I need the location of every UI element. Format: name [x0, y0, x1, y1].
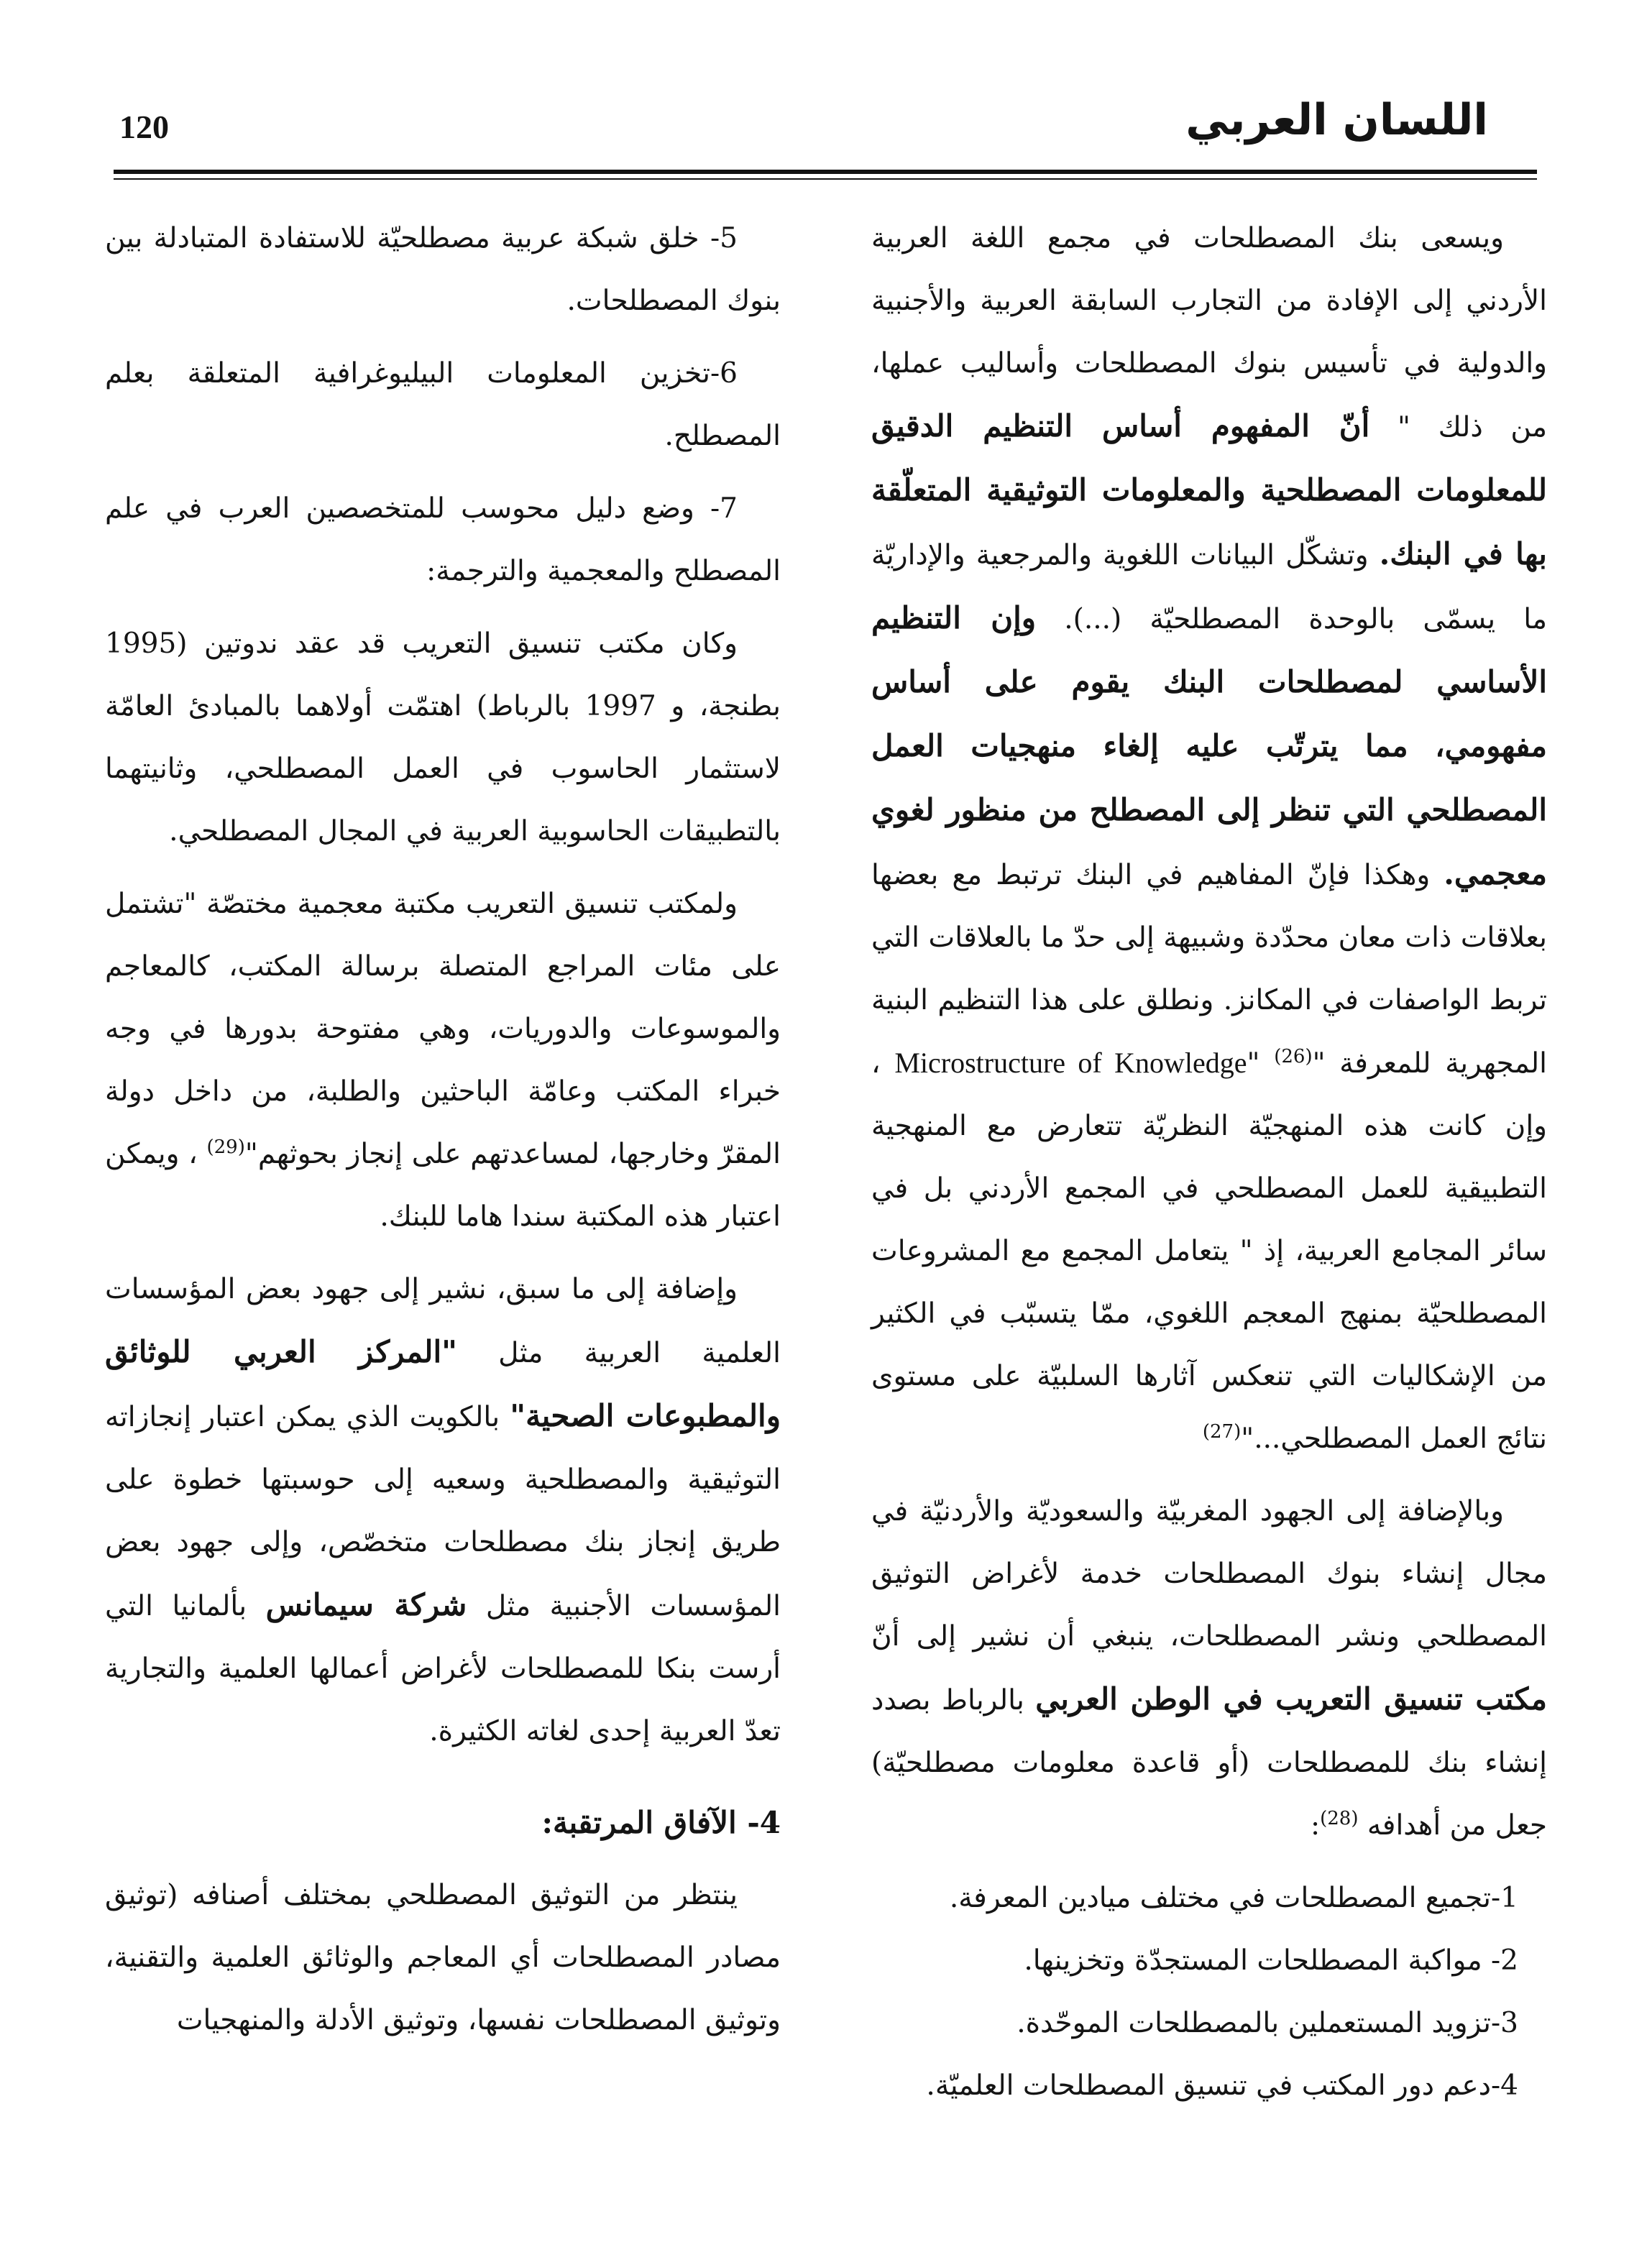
- text-run: ، ويمكن اعتبار هذه المكتبة سندا هاما للبنك.: [105, 1138, 781, 1233]
- latin-term: Microstructure of Knowledge: [894, 1047, 1247, 1079]
- paragraph: [105, 873, 781, 1248]
- list-item: 2- مواكبة المصطلحات المستجدّة وتخزينها.: [1024, 1944, 1518, 1977]
- paragraph: وكان مكتب تنسيق التعريب قد عقد ندوتين (1995 بطنجة، و 1997 بالرباط) اهتمّت أولاهما بالمبادئ العامّة لاستثمار الحاسوب في العمل المصطلحي، وثانيتهما بالتطبيقات الحاسوبية العربية في المجال المصطلحي.: [105, 628, 781, 847]
- bold-text: وإن التنظيم الأساسي لمصطلحات البنك يقوم على أساس مفهومي، مما يترتّب عليه إلغاء منهجيات العمل المصطلحي التي تنظر إلى المصطلح من منظور لغوي معجمي.: [871, 600, 1547, 891]
- paragraph: ينتظر من التوثيق المصطلحي بمختلف أصنافه (توثيق مصادر المصطلحات أي المعاجم والوثائق العلمية والتقنية، وتوثيق المصطلحات نفسها، وتوثيق الأدلة والمنهجيات: [105, 1879, 781, 2036]
- text-run: ، وإن كانت هذه المنهجيّة النظريّة تتعارض مع المنهجية التطبيقية للعمل المصطلحي في المجمع الأردني بل في سائر المجامع العربية، إذ " يتعامل المجمع مع المشروعات المصطلحيّة بمنهج المعجم اللغوي، ممّا يتسبّب في الكثير من الإشكاليات التي تنعكس آثارها السلبيّة على مستوى نتائج العمل المصطلحي...": [871, 1047, 1547, 1455]
- text-run: بالكويت الذي يمكن اعتبار إنجازاته التوثيقية والمصطلحية وسعيه إلى حوسبتها خطوة على طريق إنجاز بنك مصطلحات متخصّص، وإلى جهود بعض المؤسسات الأجنبية مثل: [105, 1401, 781, 1622]
- list-item: 7- وضع دليل محوسب للمتخصصين العرب في علم المصطلح والمعجمية والترجمة:: [105, 492, 781, 587]
- paragraph: [105, 1258, 781, 1763]
- right-column: [871, 207, 1547, 2117]
- paragraph: [871, 207, 1547, 1470]
- text-run: وإضافة إلى ما سبق، نشير إلى جهود بعض المؤسسات العلمية العربية مثل: [105, 1273, 781, 1369]
- left-column: [105, 207, 781, 2052]
- bold-text: "المركز العربي للوثائق والمطبوعات الصحية": [105, 1334, 781, 1433]
- bold-text: شركة سيمانس: [265, 1587, 467, 1622]
- goals-list: [871, 1867, 1547, 2117]
- page-number: 120: [119, 109, 169, 145]
- text-run: بألمانيا التي أرست بنكا للمصطلحات لأغراض أعمالها العلمية والتجارية تعدّ العربية إحدى لغاته الكثيرة.: [105, 1590, 781, 1747]
- text-run: وبالإضافة إلى الجهود المغربيّة والسعوديّة والأردنيّة في مجال إنشاء بنوك المصطلحات خدمة لأغراض التوثيق المصطلحي ونشر المصطلحات، ينبغي أن نشير إلى أنّ: [871, 1495, 1547, 1653]
- list-item: 3-تزويد المستعملين بالمصطلحات الموحّدة.: [1017, 2007, 1518, 2039]
- text-run: وتشكّل البيانات اللغوية والمرجعية والإداريّة ما يسمّى بالوحدة المصطلحيّة (...).: [871, 539, 1547, 635]
- footnote-ref: (26): [1274, 1046, 1313, 1067]
- list-item: 4-دعم دور المكتب في تنسيق المصطلحات العلميّة.: [926, 2069, 1518, 2102]
- footnote-ref: (28): [1320, 1808, 1359, 1829]
- list-item: 1-تجميع المصطلحات في مختلف ميادين المعرفة.: [949, 1882, 1518, 1914]
- header-rule: [114, 170, 1537, 180]
- text-run: ": [1247, 1047, 1275, 1080]
- bold-text: مكتب تنسيق التعريب في الوطن العربي: [1035, 1681, 1547, 1717]
- bold-text: أنّ المفهوم أساس التنظيم الدقيق للمعلومات المصطلحية والمعلومات التوثيقية المتعلّقة بها في البنك.: [871, 408, 1547, 571]
- text-run: وهكذا فإنّ المفاهيم في البنك ترتبط مع بعضها بعلاقات ذات معان محدّدة وشبيهة إلى حدّ ما بالعلاقات التي تربط الواصفات في المكانز. ونطلق على هذا التنظيم البنية المجهرية للمعرفة ": [871, 859, 1547, 1080]
- list-item: 6-تخزين المعلومات البيليوغرافية المتعلقة بعلم المصطلح.: [105, 357, 781, 452]
- list-item: 5- خلق شبكة عربية مصطلحيّة للاستفادة المتبادلة بين بنوك المصطلحات.: [105, 222, 781, 317]
- text-run: :: [1310, 1809, 1321, 1842]
- section-heading: 4- الآفاق المرتقبة:: [541, 1805, 781, 1840]
- footnote-ref: (27): [1202, 1421, 1242, 1443]
- footnote-ref: (29): [206, 1136, 245, 1158]
- journal-logo: اللسان العربي: [1185, 95, 1488, 145]
- paragraph: [871, 1480, 1547, 1857]
- text-run: بالرباط بصدد إنشاء بنك للمصطلحات (أو قاعدة معلومات مصطلحيّة) جعل من أهدافه: [871, 1684, 1547, 1842]
- text-run: ويسعى بنك المصطلحات في مجمع اللغة العربية الأردني إلى الإفادة من التجارب السابقة العربية والأجنبية والدولية في تأسيس بنوك المصطلحات وأساليب عملها، من ذلك ": [871, 222, 1547, 444]
- text-run: ولمكتب تنسيق التعريب مكتبة معجمية مختصّة "تشتمل على مئات المراجع المتصلة برسالة المكتب، كالمعاجم والموسوعات والدوريات، وهي مفتوحة بدورها في وجه خبراء المكتب وعامّة الباحثين والطلبة، من داخل دولة المقرّ وخارجها، لمساعدتهم على إنجاز بحوثهم": [105, 888, 781, 1170]
